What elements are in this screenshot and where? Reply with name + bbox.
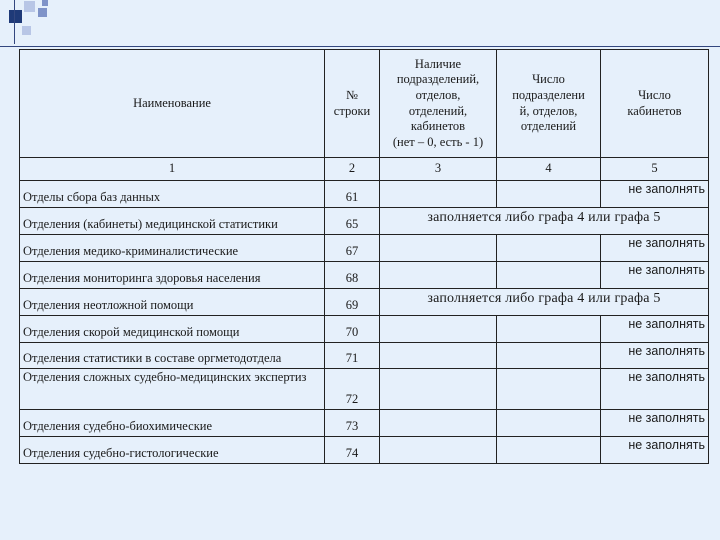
header-row-number-line: № <box>346 87 358 102</box>
header-row <box>20 50 709 158</box>
row-name: Отделения мониторинга здоровья населения <box>20 262 325 289</box>
row-code: 71 <box>325 343 380 369</box>
header-presence-line: отделений, <box>408 103 468 118</box>
row-presence-cell <box>380 316 497 343</box>
corner-square-small <box>22 26 31 35</box>
header-presence-line: подразделений, <box>396 72 480 87</box>
row-count-cell <box>497 262 601 289</box>
row-presence-cell <box>380 343 497 369</box>
row-note: не заполнять <box>601 235 709 262</box>
row-code: 67 <box>325 235 380 262</box>
row-presence-cell <box>380 437 497 464</box>
header-presence-line: Наличие <box>414 56 462 71</box>
header-presence-line: отделов, <box>415 87 461 102</box>
row-name: Отделения неотложной помощи <box>20 289 325 316</box>
row-code: 61 <box>325 181 380 208</box>
row-note: не заполнять <box>601 410 709 437</box>
table-row <box>20 208 709 235</box>
row-name: Отделения скорой медицинской помощи <box>20 316 325 343</box>
row-note: не заполнять <box>601 343 709 369</box>
header-count-units <box>497 50 601 158</box>
corner-vertical-line <box>14 0 15 44</box>
table-row <box>20 181 709 208</box>
row-presence-cell <box>380 181 497 208</box>
row-presence-cell <box>380 410 497 437</box>
table-row <box>20 289 709 316</box>
row-count-cell <box>497 369 601 410</box>
row-code: 70 <box>325 316 380 343</box>
row-name: Отделения медико-криминалистические <box>20 235 325 262</box>
header-presence-line: кабинетов <box>410 119 466 134</box>
row-count-cell <box>497 316 601 343</box>
row-name: Отделения судебно-гистологические <box>20 437 325 464</box>
column-number: 5 <box>601 158 709 181</box>
row-count-cell <box>497 437 601 464</box>
row-code: 69 <box>325 289 380 316</box>
header-count-cabinets-line: Число <box>638 87 671 102</box>
row-presence-cell <box>380 235 497 262</box>
row-code: 74 <box>325 437 380 464</box>
header-name: Наименование <box>20 50 325 158</box>
corner-square-tiny <box>42 0 48 6</box>
report-table <box>19 49 709 464</box>
row-code: 68 <box>325 262 380 289</box>
table-row <box>20 369 709 410</box>
row-note: не заполнять <box>601 437 709 464</box>
column-number: 3 <box>380 158 497 181</box>
row-presence-cell <box>380 369 497 410</box>
row-code: 73 <box>325 410 380 437</box>
table-row <box>20 410 709 437</box>
table-row <box>20 316 709 343</box>
row-note: не заполнять <box>601 316 709 343</box>
row-code: 65 <box>325 208 380 235</box>
corner-square-mid <box>38 8 47 17</box>
row-name: Отделения сложных судебно-медицинских экспертиз <box>20 369 325 410</box>
row-note: не заполнять <box>601 262 709 289</box>
header-presence-line: (нет – 0, есть - 1) <box>392 134 484 149</box>
header-count-units-line: Число <box>532 72 565 87</box>
row-count-cell <box>497 235 601 262</box>
header-count-units-line: подразделени <box>512 87 585 102</box>
header-count-units-line: й, отделов, <box>519 103 578 118</box>
header-row-number-line: строки <box>333 103 371 118</box>
corner-horizontal-line <box>0 46 720 47</box>
row-name: Отделения (кабинеты) медицинской статистики <box>20 208 325 235</box>
row-name: Отделения статистики в составе оргметодотдела <box>20 343 325 369</box>
row-count-cell <box>497 343 601 369</box>
column-number: 4 <box>497 158 601 181</box>
header-count-cabinets-line: кабинетов <box>627 103 682 118</box>
row-count-cell <box>497 410 601 437</box>
row-fill-instruction: заполняется либо графа 4 или графа 5 <box>380 208 709 235</box>
header-count-cabinets <box>601 50 709 158</box>
row-name: Отделения судебно-биохимические <box>20 410 325 437</box>
column-number-row <box>20 158 709 181</box>
column-number: 1 <box>20 158 325 181</box>
table-row <box>20 343 709 369</box>
table-row <box>20 437 709 464</box>
header-presence <box>380 50 497 158</box>
row-code: 72 <box>325 369 380 410</box>
row-name: Отделы сбора баз данных <box>20 181 325 208</box>
row-note: не заполнять <box>601 369 709 410</box>
header-row-number <box>325 50 380 158</box>
header-count-units-line: отделений <box>520 119 577 134</box>
table-row <box>20 262 709 289</box>
row-count-cell <box>497 181 601 208</box>
column-number: 2 <box>325 158 380 181</box>
corner-square-light <box>24 1 35 12</box>
row-fill-instruction: заполняется либо графа 4 или графа 5 <box>380 289 709 316</box>
table-row <box>20 235 709 262</box>
row-note: не заполнять <box>601 181 709 208</box>
corner-square-dark <box>9 10 22 23</box>
row-presence-cell <box>380 262 497 289</box>
